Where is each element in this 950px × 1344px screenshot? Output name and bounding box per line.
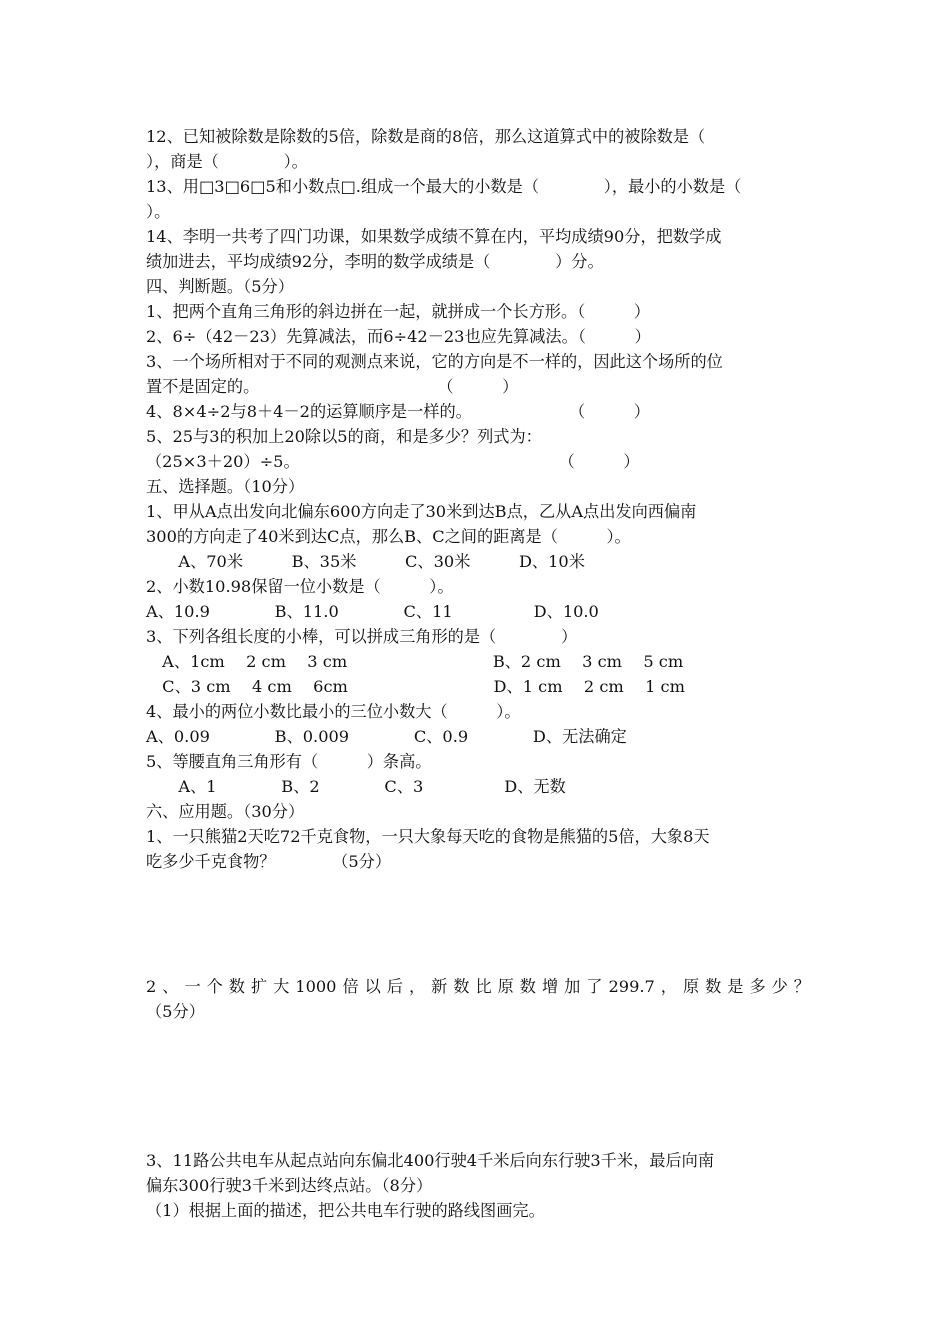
judge-q5-line-1: 5、25与3的积加上20除以5的商，和是多少？列式为： bbox=[146, 427, 542, 446]
choice-q4-options: A、0.09 B、0.009 C、0.9 D、无法确定 bbox=[146, 727, 627, 746]
choice-q2: 2、小数10.98保留一位小数是（ ）。 bbox=[146, 577, 454, 596]
judge-q1: 1、把两个直角三角形的斜边拼在一起，就拼成一个长方形。（ ） bbox=[146, 302, 651, 321]
judge-q3-line-1: 3、一个场所相对于不同的观测点来说，它的方向是不一样的，因此这个场所的位 bbox=[146, 352, 723, 371]
app-q2-line-2: （5分） bbox=[146, 1002, 205, 1021]
choice-q1-line-1: 1、甲从A点出发向北偏东600方向走了30米到达B点，乙从A点出发向西偏南 bbox=[146, 502, 697, 521]
choice-q5: 5、等腰直角三角形有（ ）条高。 bbox=[146, 752, 432, 771]
exam-page bbox=[146, 124, 810, 1223]
app-q1-line-2: 吃多少千克食物？ （5分） bbox=[146, 852, 392, 871]
app-q3-part-1: （1）根据上面的描述，把公共电车行驶的路线图画完。 bbox=[146, 1201, 545, 1220]
q12-line-2: ），商是（ ）。 bbox=[146, 152, 308, 171]
q13-line-1: 13、用□3□6□5和小数点□.组成一个最大的小数是（ ），最小的小数是（ bbox=[146, 177, 742, 196]
section-4-heading: 四、判断题。（5分） bbox=[146, 277, 294, 296]
choice-q3-options-cd: C、3 cm 4 cm 6cm D、1 cm 2 cm 1 cm bbox=[146, 677, 685, 696]
choice-q2-options: A、10.9 B、11.0 C、11 D、10.0 bbox=[146, 602, 599, 621]
q14-line-2: 绩加进去，平均成绩92分，李明的数学成绩是（ ）分。 bbox=[146, 252, 604, 271]
judge-q5-line-2: （25×3＋20）÷5。 （ ） bbox=[146, 452, 640, 471]
choice-q4: 4、最小的两位小数比最小的三位小数大（ ）。 bbox=[146, 702, 521, 721]
app-q1-line-1: 1、一只熊猫2天吃72千克食物，一只大象每天吃的食物是熊猫的5倍，大象8天 bbox=[146, 827, 710, 846]
answer-space-q1 bbox=[146, 874, 810, 974]
q12-line-1: 12、已知被除数是除数的5倍，除数是商的8倍，那么这道算式中的被除数是（ bbox=[146, 127, 706, 146]
app-q3-line-1: 3、11路公共电车从起点站向东偏北400行驶4千米后向东行驶3千米，最后向南 bbox=[146, 1151, 715, 1170]
app-q2-line-1: 2、一个数扩大1000倍以后，新数比原数增加了299.7，原数是多少？ bbox=[146, 977, 810, 996]
app-q3-line-2: 偏东300行驶3千米到达终点站。（8分） bbox=[146, 1176, 433, 1195]
section-5-heading: 五、选择题。（10分） bbox=[146, 477, 305, 496]
answer-space-q2 bbox=[146, 1024, 810, 1148]
judge-q4: 4、8×4÷2与8＋4－2的运算顺序是一样的。 （ ） bbox=[146, 402, 650, 421]
choice-q3: 3、下列各组长度的小棒，可以拼成三角形的是（ ） bbox=[146, 627, 578, 646]
choice-q5-options: A、1 B、2 C、3 D、无数 bbox=[146, 777, 566, 796]
q13-line-2: ）。 bbox=[146, 202, 171, 221]
section-6-heading: 六、应用题。（30分） bbox=[146, 802, 305, 821]
choice-q1-options: A、70米 B、35米 C、30米 D、10米 bbox=[146, 552, 585, 571]
choice-q3-options-ab: A、1cm 2 cm 3 cm B、2 cm 3 cm 5 cm bbox=[146, 652, 684, 671]
q14-line-1: 14、李明一共考了四门功课，如果数学成绩不算在内，平均成绩90分，把数学成 bbox=[146, 227, 722, 246]
judge-q2: 2、6÷（42－23）先算减法，而6÷42－23也应先算减法。（ ） bbox=[146, 327, 651, 346]
judge-q3-line-2: 置不是固定的。 （ ） bbox=[146, 377, 519, 396]
choice-q1-line-2: 300的方向走了40米到达C点，那么B、C之间的距离是（ ）。 bbox=[146, 527, 631, 546]
